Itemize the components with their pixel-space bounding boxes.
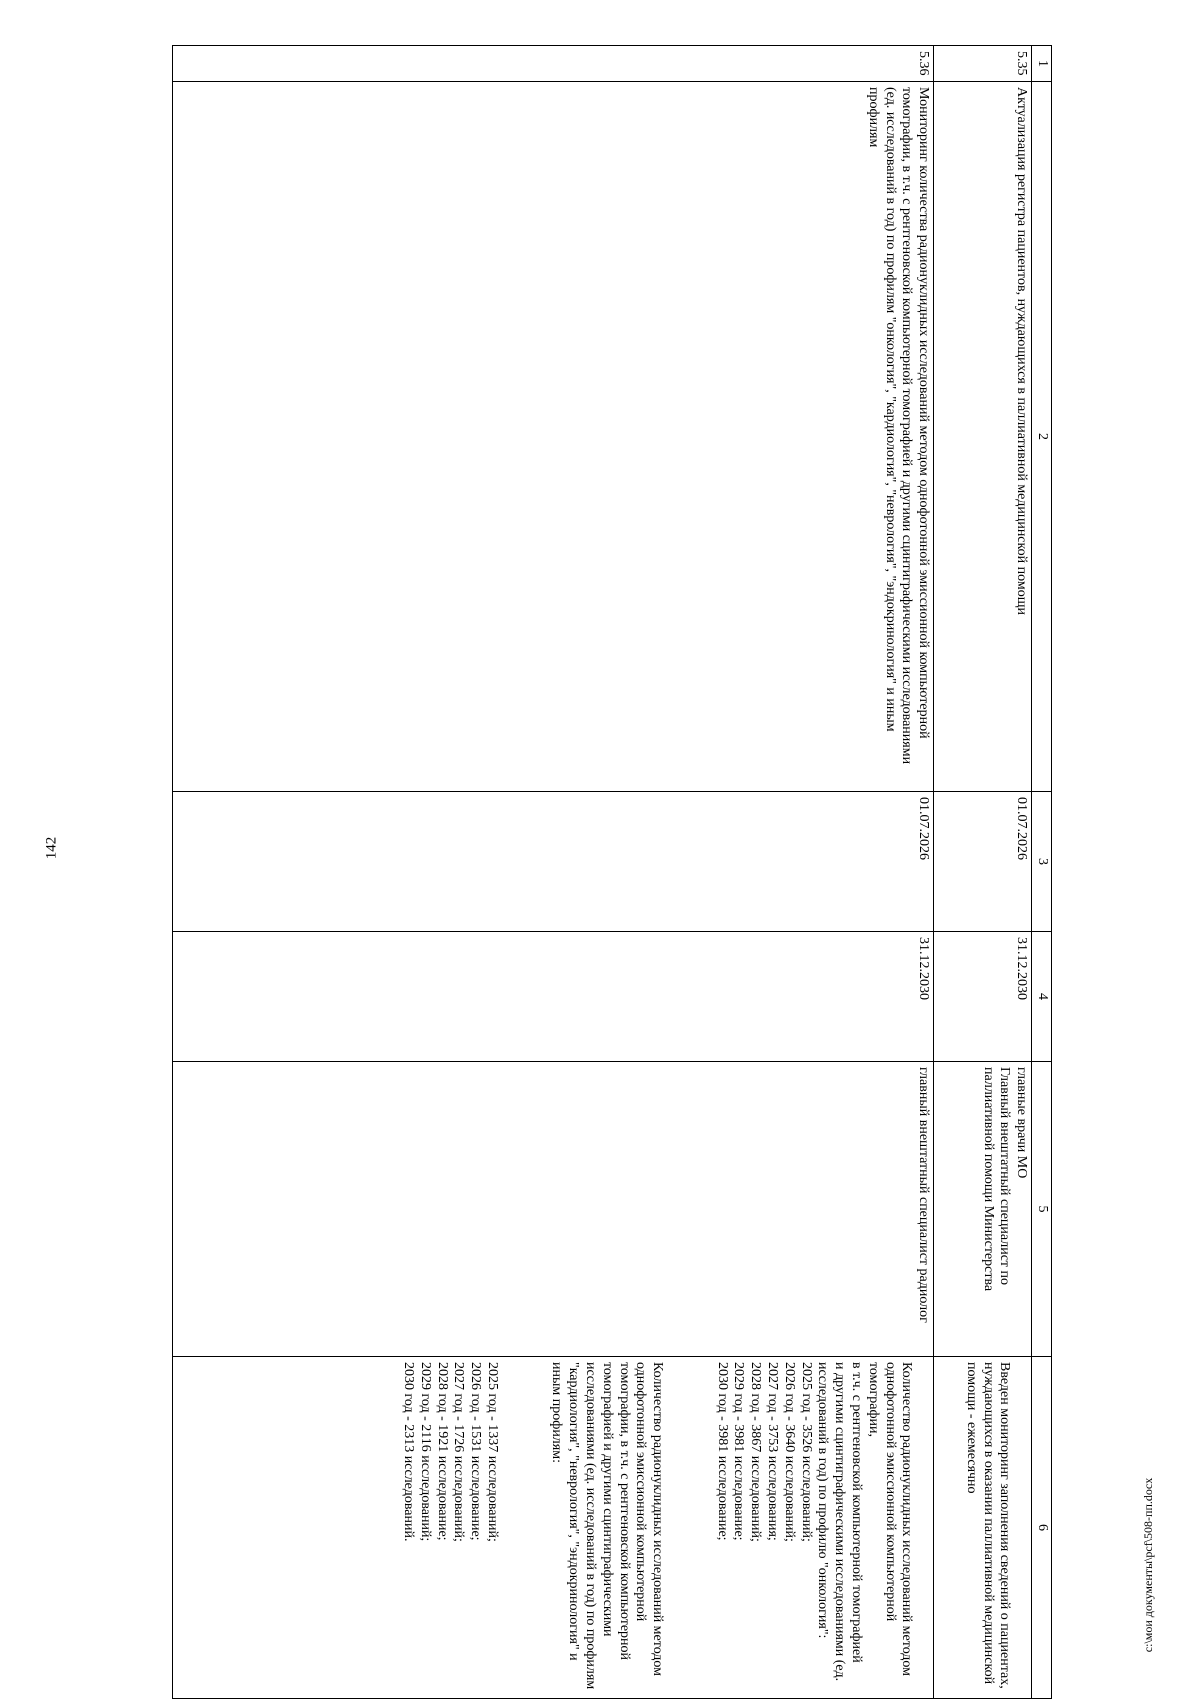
result-text: Количество радионуклидных исследований методом однофотонной эмиссионной компьютерной томографии, в т.ч. с рентгеновской компьютерной томографией и другими сцинтиграфическими исследованиями (ед. исследований в год) по профилю "онкология": 2025 год - 3526 исследований; 2026 год - 3640 исследований; 2027 год - 3753 исследования; 2028 год - 3867 исследований; 2029 год - 3981 исследование; 2030 год - 3981 исследование; [714, 1362, 915, 1682]
header-cell: 2 [1032, 82, 1052, 792]
footer-file-path: c:\мои документы\pcf\508-пп.docx [1141, 1477, 1155, 1653]
responsible-cell: главный внештатный специалист радиолог [173, 1062, 934, 1357]
table-row [934, 46, 1032, 1699]
result-cell [173, 1357, 934, 1699]
plan-table [172, 45, 1052, 1699]
header-cell: 5 [1032, 1062, 1052, 1357]
start-date-cell: 01.07.2026 [173, 792, 934, 932]
header-cell: 1 [1032, 46, 1052, 82]
header-cell: 6 [1032, 1357, 1052, 1699]
responsible-cell: главные врачи МО Главный внештатный специалист по паллиативной помощи Министерства [934, 1062, 1032, 1357]
end-date-cell: 31.12.2030 [934, 932, 1032, 1062]
page-number: 142 [43, 836, 60, 860]
header-cell: 4 [1032, 932, 1052, 1062]
row-number: 5.35 [934, 46, 1032, 82]
task-cell: Актуализация регистра пациентов, нуждающихся в паллиативной медицинской помощи [934, 82, 1032, 792]
table-row [173, 46, 934, 1699]
task-cell: Мониторинг количества радионуклидных исследований методом однофотонной эмиссионной компьютерной томографии, в т.ч. с рентгеновской компьютерной томографией и другими сцинтиграфическими исследованиями (ед. исследований в год) по профилям "онкология", "кардиология", "неврология", "эндокринология" и иным профилям [173, 82, 934, 792]
result-text: 2025 год - 1337 исследований; 2026 год - 1531 исследование; 2027 год - 1726 исследований; 2028 год - 1921 исследование; 2029 год - 2116 исследований; 2030 год - 2313 исследований. [401, 1362, 501, 1542]
start-date-cell: 01.07.2026 [934, 792, 1032, 932]
result-cell [934, 1357, 1032, 1699]
header-cell: 3 [1032, 792, 1052, 932]
table-container [172, 45, 1052, 1698]
row-number: 5.36 [173, 46, 934, 82]
result-text: Введен мониторинг заполнения сведений о пациентах, нуждающихся в оказании паллиативной медицинской помощи - ежемесячно [963, 1362, 1013, 1689]
table-header-row [1032, 46, 1052, 1699]
end-date-cell: 31.12.2030 [173, 932, 934, 1062]
result-text: Количество радионуклидных исследований методом однофотонной эмиссионной компьютерной томографии, в т.ч. с рентгеновской компьютерной томографией и другими сцинтиграфическими исследованиями (ед. исследований в год) по профилям "кардиология", "неврология", "эндокринология" и иным профилям: [549, 1362, 666, 1690]
